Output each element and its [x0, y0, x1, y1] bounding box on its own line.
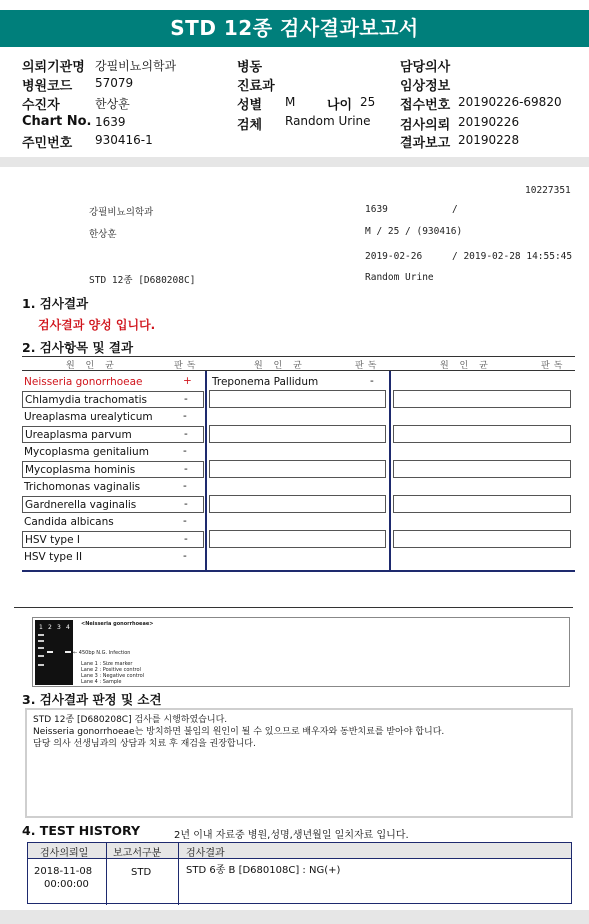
report-code: 10227351 — [525, 185, 571, 196]
empty-cell — [209, 460, 386, 478]
empty-cell — [393, 390, 571, 408]
header-value-chart-no: 1639 — [95, 115, 126, 129]
report-specimen: Random Urine — [365, 272, 434, 283]
organism-result: - — [184, 498, 188, 510]
report-header — [0, 50, 589, 156]
organism-name: Mycoplasma genitalium — [24, 446, 149, 458]
section3-title: 3. 검사결과 판정 및 소견 — [22, 692, 162, 707]
organism-result: - — [183, 480, 187, 492]
gel-legend: Lane 2 : Positive control — [81, 667, 141, 673]
report-test: STD 12종 [D680208C] — [89, 275, 196, 286]
organism-result: - — [184, 463, 188, 475]
organism-name: Treponema Pallidum — [212, 376, 319, 388]
header-value-age: 25 — [360, 95, 376, 109]
header-label-department: 진료과 — [237, 79, 275, 94]
organism-result: - — [183, 515, 187, 527]
col1-header-judge: 판독 — [174, 361, 200, 371]
result-row — [22, 374, 204, 391]
gel-marker: ← 450bp N.G. Infection — [73, 650, 131, 656]
history-header-result: 검사결과 — [186, 848, 225, 859]
report-patient: 한상훈 — [89, 229, 117, 240]
history-header-date: 검사의뢰일 — [40, 848, 89, 859]
gel-title: <Neisseria gonorrhoeae> — [81, 621, 154, 627]
history-time: 00:00:00 — [44, 879, 89, 890]
empty-cell — [393, 530, 571, 548]
empty-cell — [209, 425, 386, 443]
report-date-receive: 2019-02-26 — [365, 251, 423, 262]
organism-name: Ureaplasma urealyticum — [24, 411, 153, 423]
header-label-specimen: 검체 — [237, 118, 263, 133]
report-date-report: / 2019-02-28 14:55:45 — [452, 251, 573, 262]
result-row — [22, 479, 204, 496]
report-sex-age: M / 25 / (930416) — [365, 226, 463, 237]
gel-legend: Lane 1 : Size marker — [81, 661, 133, 667]
gel-electrophoresis-image — [35, 620, 73, 685]
report-slash: / — [452, 204, 458, 215]
empty-cell — [393, 495, 571, 513]
header-value-receipt-no: 20190226-69820 — [458, 95, 562, 109]
header-value-hospital: 강필비뇨의학과 — [95, 59, 177, 73]
result-row — [22, 444, 204, 461]
empty-cell — [209, 495, 386, 513]
organism-result: - — [183, 445, 187, 457]
results-table-header — [22, 356, 575, 371]
col2-header-name: 원 인 균 — [254, 361, 306, 371]
col2-header-judge: 판독 — [355, 361, 381, 371]
header-label-request-date: 검사의뢰 — [400, 118, 451, 133]
header-label-report-date: 결과보고 — [400, 136, 451, 151]
result-row — [22, 391, 204, 408]
header-label-ward: 병동 — [237, 60, 263, 75]
empty-cell — [209, 390, 386, 408]
header-value-hospital-code: 57079 — [95, 76, 134, 90]
result-row — [22, 549, 204, 566]
opinion-box — [25, 708, 573, 818]
history-table — [27, 842, 572, 904]
gel-band — [38, 647, 44, 649]
header-value-patient: 한상훈 — [95, 97, 130, 111]
opinion-line: Neisseria gonorrhoeae는 방치하면 불임의 원인이 될 수 있으므로 배우자와 동반치료를 받아야 합니다. — [33, 727, 445, 737]
gel-band — [47, 651, 53, 653]
header-label-resident-no: 주민번호 — [22, 136, 73, 151]
header-label-doctor: 담당의사 — [400, 60, 451, 75]
lane-label: 1 — [39, 624, 43, 631]
header-label-sex: 성별 — [237, 98, 263, 113]
gel-legend: Lane 3 : Negative control — [81, 673, 145, 679]
organism-name: HSV type I — [25, 534, 80, 546]
report-chart: 1639 — [365, 204, 388, 215]
history-result: STD 6종 B [D680108C] : NG(+) — [186, 865, 341, 876]
header-label-receipt-no: 접수번호 — [400, 98, 451, 113]
header-label-chart-no: Chart No. — [22, 114, 92, 129]
section4-title: 4. TEST HISTORY — [22, 823, 141, 838]
organism-name: Chlamydia trachomatis — [25, 394, 148, 406]
gel-band — [65, 651, 71, 653]
opinion-line: 담당 의사 선생님과의 상담과 치료 후 재검을 권장합니다. — [33, 739, 256, 749]
organism-result: - — [183, 410, 187, 422]
history-note: 2년 이내 자료중 병원,성명,생년월일 일치자료 입니다. — [174, 830, 409, 841]
header-value-report-date: 20190228 — [458, 133, 520, 147]
gel-legend: Lane 4 : Sample — [81, 679, 122, 685]
result-row — [22, 496, 204, 513]
history-date: 2018-11-08 — [34, 866, 93, 877]
result-row — [22, 409, 204, 426]
organism-name: Mycoplasma hominis — [25, 464, 136, 476]
report-hospital: 강필비뇨의학과 — [89, 207, 154, 218]
lane-label: 3 — [57, 624, 61, 631]
history-column-divider — [106, 843, 107, 905]
lane-label: 4 — [66, 624, 70, 631]
lane-label: 2 — [48, 624, 52, 631]
organism-name: Candida albicans — [24, 516, 114, 528]
result-row — [22, 461, 204, 478]
organism-name: Neisseria gonorrhoeae — [24, 376, 143, 388]
gel-band — [38, 634, 44, 636]
organism-name: Trichomonas vaginalis — [24, 481, 141, 493]
column-divider — [205, 371, 207, 571]
table-bottom-line — [22, 570, 575, 572]
header-label-hospital-code: 병원코드 — [22, 79, 73, 94]
organism-result: + — [183, 375, 192, 387]
organism-result: - — [183, 550, 187, 562]
footer-band — [0, 910, 589, 924]
gel-image-panel — [32, 617, 570, 687]
result-row — [22, 514, 204, 531]
result-row — [22, 531, 204, 548]
organism-result: - — [184, 393, 188, 405]
opinion-line: STD 12종 [D680208C] 검사를 시행하였습니다. — [33, 715, 228, 725]
organism-result: - — [184, 428, 188, 440]
history-report-type: STD — [131, 867, 152, 878]
positive-result: 검사결과 양성 입니다. — [38, 318, 156, 332]
section1-title: 1. 검사결과 — [22, 296, 89, 311]
header-label-age: 나이 — [327, 98, 353, 113]
organism-name: Gardnerella vaginalis — [25, 499, 137, 511]
history-header-type: 보고서구분 — [113, 848, 162, 859]
column-divider — [389, 371, 391, 571]
history-table-header — [28, 843, 571, 859]
empty-cell — [393, 460, 571, 478]
header-label-clinical-info: 임상정보 — [400, 79, 451, 94]
section2-title: 2. 검사항목 및 결과 — [22, 340, 134, 355]
organism-result: - — [370, 375, 374, 387]
header-value-resident-no: 930416-1 — [95, 133, 153, 147]
organism-name: HSV type II — [24, 551, 83, 563]
header-label-patient: 수진자 — [22, 98, 60, 113]
header-label-hospital: 의뢰기관명 — [22, 60, 85, 75]
organism-result: - — [184, 533, 188, 545]
gel-band — [38, 640, 44, 642]
col1-header-name: 원 인 균 — [66, 361, 118, 371]
header-value-request-date: 20190226 — [458, 115, 520, 129]
header-value-sex: M — [285, 95, 296, 109]
header-value-specimen: Random Urine — [285, 114, 371, 128]
history-column-divider — [178, 843, 179, 905]
result-row — [22, 426, 204, 443]
divider-line — [14, 607, 573, 608]
empty-cell — [209, 530, 386, 548]
col3-header-name: 원 인 균 — [440, 361, 492, 371]
empty-cell — [393, 425, 571, 443]
gel-band — [38, 664, 44, 666]
organism-name: Ureaplasma parvum — [25, 429, 132, 441]
gel-band — [38, 655, 44, 657]
report-title: STD 12종 검사결과보고서 — [0, 10, 589, 47]
header-separator — [0, 157, 589, 167]
col3-header-judge: 판독 — [541, 361, 567, 371]
